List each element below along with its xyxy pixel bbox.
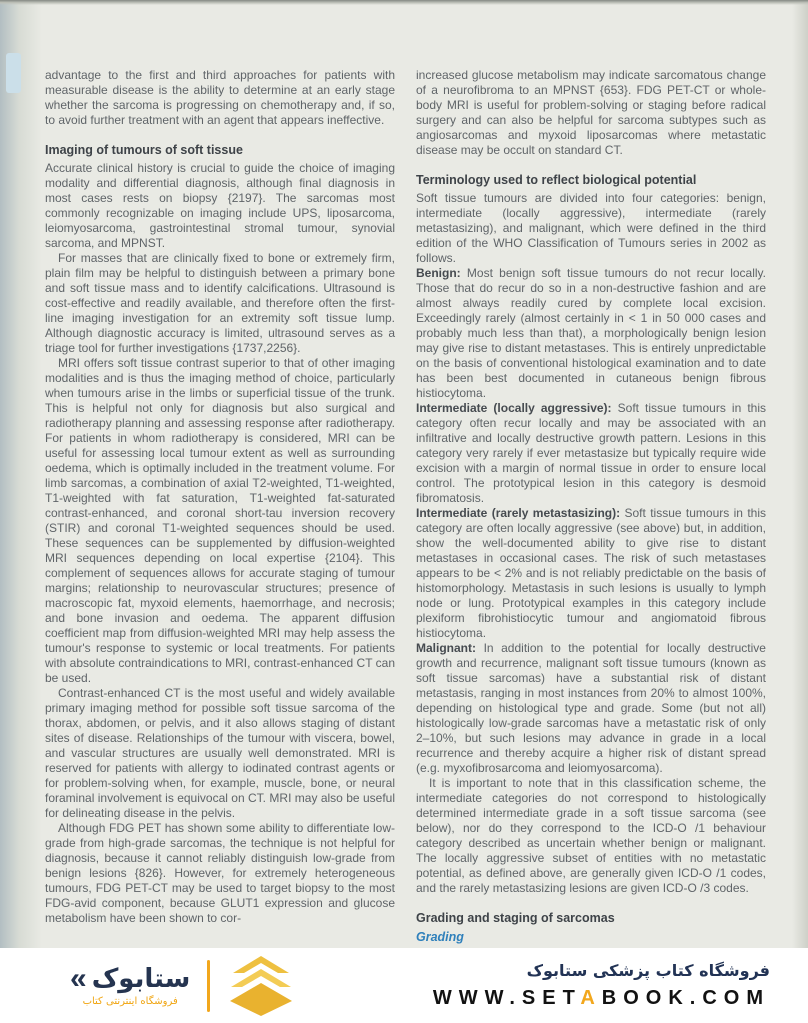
- brand-tagline-fa: فروشگاه اینترنتی کتاب: [82, 996, 178, 1007]
- paragraph-mri-sequences: MRI offers soft tissue contrast superior to that of other imaging modalities and is thus the imaging method of choice, particularly when tumours arise in the limbs or superficial tissue of the trunk. This is helpful not only for diagnosis but also surgical and radiotherapy planning and assessing response after radiotherapy. For patients in whom radiotherapy is considered, MRI can be useful for assessing local tumour extent as well as surrounding oedema, which is optimally included in the treatment volume. For limb sarcomas, a combination of axial T2-weighted, T1-weighted, T1-weighted with fat saturation, T1-weighted fat-saturated contrast-enhanced, and coronal short-tau inversion recovery (STIR) and coronal T1-weighted sequences should be used. These sequences can be supplemented by diffusion-weighted MRI sequences depending on local expertise {2104}. This complement of sequences allows for accurate staging of tumour margins; relationship to neurovascular structures; presence of macroscopic fat, myxoid elements, haemorrhage, and necrosis; and bone invasion and oedema. The apparent diffusion coefficient map from diffusion-weighted MRI may help assess the tumour's response to systemic or local treatments. For patients with absolute contraindications to MRI, contrast-enhanced CT can be used.: [45, 356, 395, 685]
- term-malignant-label: Malignant:: [416, 641, 476, 655]
- subheading-grading: Grading: [416, 930, 464, 944]
- term-intermediate-rare-text: Soft tissue tumours in this category are often locally aggressive (see above) but, in addition, show the well-documented ability to give rise to distant metastases in occasional cases. The risk of such metastases appears to be < 2% and is not reliably predictable on the basis of histomorphology. Metastasis in such lesions is usually to lymph node or lung. Prototypical examples in this category include plexiform fibrohistiocytic tumour and angiomatoid fibrous histiocytoma.: [416, 506, 766, 640]
- setabook-watermark-footer: [0, 948, 808, 1023]
- footer-text-block: [433, 961, 770, 1010]
- scan-top-edge: [0, 0, 808, 5]
- left-column: [45, 68, 395, 962]
- term-malignant-text: In addition to the potential for locally destructive growth and recurrence, malignant soft tissue tumours (known as soft tissue sarcomas) have a substantial risk of distant metastasis, ranging in most instances from 20% to almost 100%, depending on histological type and grade. Some (but not all) histologically low-grade sarcomas have a metastatic risk of only 2–10%, but such lesions may advance in grade in a local recurrence and thereby acquire a higher risk of distant spread (e.g. myxofibrosarcoma and leiomyosarcoma).: [416, 641, 766, 775]
- setabook-brand-logo: [70, 964, 190, 1007]
- term-benign-label: Benign:: [416, 266, 461, 280]
- setabook-diamond-logo-icon: [227, 956, 295, 1016]
- paragraph-plain-film-ultrasound: For masses that are clinically fixed to bone or extremely firm, plain film may be helpful to distinguish between a primary bone and soft tissue mass and to identify calcifications. Ultrasound is cost-effective and readily available, and therefore often the first-line imaging investigation for an extremity soft tissue lump. Although diagnostic accuracy is limited, ultrasound serves as a triage tool for further investigations {1737,2256}.: [45, 251, 395, 355]
- heading-imaging-of-tumours: Imaging of tumours of soft tissue: [45, 143, 243, 157]
- store-name-fa: فروشگاه کتاب پزشکی ستابوک: [526, 961, 770, 980]
- double-chevron-icon: «: [70, 962, 87, 995]
- right-column: [416, 68, 766, 962]
- paragraph-chemotherapy-continuation: advantage to the first and third approaches for patients with measurable disease is the ability to determine at an early stage whether the sarcoma is progressing on chemotherapy and, if so, to avoid further treatment with an agent that appears ineffective.: [45, 68, 395, 127]
- paragraph-clinical-history: Accurate clinical history is crucial to guide the choice of imaging modality and differential diagnosis, although final diagnosis in most cases rests on biopsy {2197}. The sarcomas most commonly recognizable on imaging include UPS, liposarcoma, leiomyosarcoma, gastrointestinal stromal tumour, synovial sarcoma, and MPNST.: [45, 161, 395, 250]
- paragraph-classification-note: It is important to note that in this classification scheme, the intermediate categories do not correspond to histologically determined intermediate grade in a soft tissue sarcoma (see below), nor do they correspond to the ICD-O /1 behaviour category described as uncertain whether benign or malignant. The locally aggressive subset of entities with no metastatic potential, as defined above, are generally given ICD-O /1 codes, and the rarely metastasizing lesions are given ICD-O /3 codes.: [416, 776, 766, 895]
- heading-grading-staging: Grading and staging of sarcomas: [416, 911, 615, 925]
- sticky-tab: [6, 53, 21, 93]
- website-url: WWW.SETABOOK.COM: [432, 987, 770, 1009]
- heading-terminology: Terminology used to reflect biological potential: [416, 173, 697, 187]
- paragraph-glucose-metabolism: increased glucose metabolism may indicate sarcomatous change of a neurofibroma to an MPNST {653}. FDG PET-CT or whole-body MRI is useful for problem-solving or staging before radical surgery and can also be helpful for sarcoma subtypes such as angiosarcomas and myxoid liposarcomas where metastatic disease may be occult on standard CT.: [416, 68, 766, 157]
- paragraph-intermediate-rarely-metastasizing: [416, 506, 766, 641]
- paragraph-benign: [416, 266, 766, 401]
- scan-right-edge: [792, 0, 808, 1023]
- paragraph-contrast-ct: Contrast-enhanced CT is the most useful and widely available primary imaging method for possible soft tissue sarcoma of the thorax, abdomen, or pelvis, and it also allows staging of distant sites of disease. Relationships of the tumour with viscera, bowel, and vascular structures are usually well demonstrated. MRI is reserved for patients with allergy to iodinated contrast agents or for problem-solving when, for example, muscle, bone, or neural foraminal involvement is equivocal on CT. MRI may also be useful for delineating disease in the pelvis.: [45, 686, 395, 820]
- footer-divider: [207, 960, 210, 1012]
- paragraph-fdg-pet: Although FDG PET has shown some ability to differentiate low-grade from high-grade sarcomas, the technique is not helpful for diagnosis, because it cannot reliably distinguish low-grade from benign lesions {826}. However, for extremely heterogeneous tumours, FDG PET-CT may be used to target biopsy to the most FDG-avid component, because GLUT1 expression and glucose metabolism have been shown to cor-: [45, 821, 395, 925]
- term-intermediate-rare-label: Intermediate (rarely metastasizing):: [416, 506, 621, 520]
- term-benign-text: Most benign soft tissue tumours do not recur locally. Those that do recur do so in a non-destructive fashion and are almost always readily cured by complete local excision. Exceedingly rarely (almost certainly in < 1 in 50 000 cases and probably much less than that), a morphologically benign lesion may give rise to distant metastases. This is entirely unpredictable on the basis of conventional histological examination and to date has been best documented in cutaneous benign fibrous histiocytoma.: [416, 266, 766, 400]
- brand-wordmark-fa: ستابوک: [91, 964, 191, 994]
- paragraph-malignant: [416, 641, 766, 776]
- paragraph-four-categories: Soft tissue tumours are divided into four categories: benign, intermediate (locally aggressive), intermediate (rarely metastasizing), and malignant, which were defined in the third edition of the WHO Classification of Tumours series in 2002 as follows.: [416, 191, 766, 265]
- paragraph-intermediate-locally-aggressive: [416, 401, 766, 506]
- page-content: [45, 68, 766, 962]
- term-intermediate-local-text: Soft tissue tumours in this category often recur locally and may be associated with an infiltrative and locally destructive growth pattern. Lesions in this category very rarely if ever metastasize but typically require wide excision with a margin of normal tissue in order to ensure local control. The prototypical lesion in this category is desmoid fibromatosis.: [416, 401, 766, 505]
- page-spine-edge: [0, 0, 42, 1023]
- term-intermediate-local-label: Intermediate (locally aggressive):: [416, 401, 612, 415]
